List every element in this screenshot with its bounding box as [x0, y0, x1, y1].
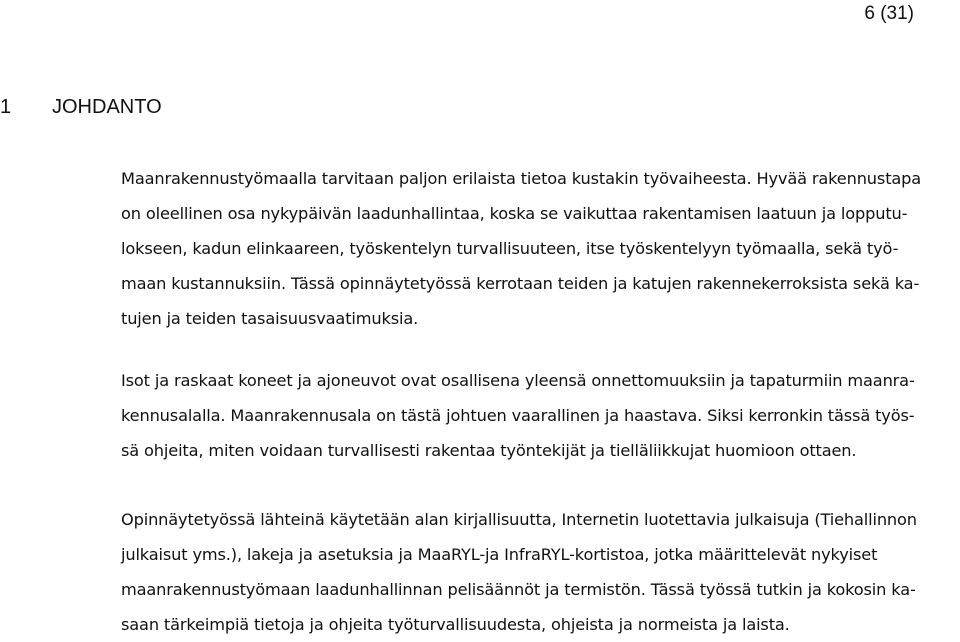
paragraph-line: sä ohjeita, miten voidaan turvallisesti rakentaa työntekijät ja tielläliikkujat huomioon ottaen. — [121, 441, 857, 460]
paragraph-line: julkaisut yms.), lakeja ja asetuksia ja MaaRYL-ja InfraRYL-kortistoa, jotka määrittelevät nykyiset — [121, 545, 878, 564]
paragraph-line: tujen ja teiden tasaisuusvaatimuksia. — [121, 309, 419, 328]
paragraph-intro — [121, 161, 960, 336]
paragraph-line: Isot ja raskaat koneet ja ajoneuvot ovat osallisena yleensä onnettomuuksiin ja tapaturmiin maanra- — [121, 371, 915, 390]
paragraph-line: maanrakennustyömaan laadunhallinnan pelisäännöt ja termistön. Tässä työssä tutkin ja kokosin ka- — [121, 580, 916, 599]
chapter-title: JOHDANTO — [52, 96, 162, 118]
page-number: 6 (31) — [864, 3, 914, 24]
paragraph-line: lokseen, kadun elinkaareen, työskentelyn turvallisuuteen, itse työskentelyyn työmaalla, sekä työ- — [121, 239, 899, 258]
chapter-number: 1 — [0, 96, 12, 118]
paragraph-line: maan kustannuksiin. Tässä opinnäytetyössä kerrotaan teiden ja katujen rakennekerroksista sekä ka- — [121, 274, 920, 293]
paragraph-line: Opinnäytetyössä lähteinä käytetään alan kirjallisuutta, Internetin luotettavia julkaisuja (Tiehallinnon — [121, 510, 917, 529]
paragraph-line: Maanrakennustyömaalla tarvitaan paljon erilaista tietoa kustakin työvaiheesta. Hyvää rakennustapa — [121, 169, 922, 188]
paragraph-sources — [121, 502, 960, 642]
paragraph-line: kennusalalla. Maanrakennusala on tästä johtuen vaarallinen ja haastava. Siksi kerronkin tässä työs- — [121, 406, 915, 425]
paragraph-safety — [121, 363, 960, 468]
chapter-heading — [0, 94, 162, 120]
paragraph-line: saan tärkeimpiä tietoja ja ohjeita työturvallisuudesta, ohjeista ja normeista ja laista. — [121, 615, 790, 634]
paragraph-line: on oleellinen osa nykypäivän laadunhallintaa, koska se vaikuttaa rakentamisen laatuun ja lopputu- — [121, 204, 908, 223]
